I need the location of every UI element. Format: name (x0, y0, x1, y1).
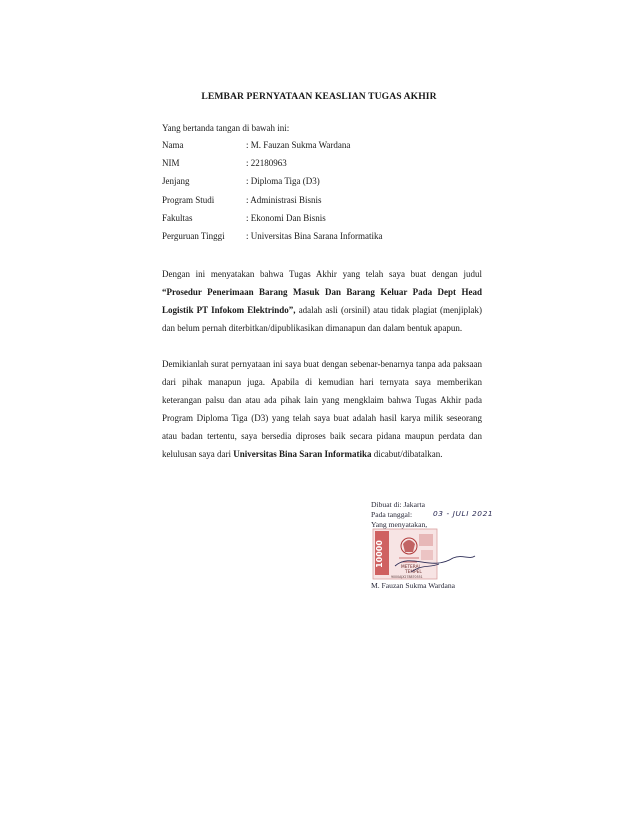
declaration-paragraph (162, 356, 482, 463)
signature-statement: Yang menyatakan, (371, 520, 428, 529)
revenue-stamp (371, 528, 491, 583)
svg-text:10000: 10000 (375, 540, 384, 568)
paragraph-text: Dengan ini menyatakan bahwa Tugas Akhir yang telah saya buat dengan judul (162, 269, 482, 279)
identity-label: Nama (162, 140, 184, 150)
identity-label: Fakultas (162, 212, 193, 223)
signer-name: M. Fauzan Sukma Wardana (371, 581, 456, 590)
identity-value: : Administrasi Bisnis (246, 194, 322, 205)
identity-value: : M. Fauzan Sukma Wardana (246, 140, 351, 150)
signature-place: Dibuat di: Jakarta (371, 500, 425, 509)
paragraph-text: adalah asli (orsinil) atau tidak plagiat (menjiplak) dan belum pernah diterbitkan/dipublikasikan dimanapun dan dalam bentuk apapun. (162, 304, 482, 333)
identity-label: Jenjang (162, 176, 190, 187)
document-title: LEMBAR PERNYATAAN KEASLIAN TUGAS AKHIR (201, 91, 437, 102)
stamp-graphic (371, 528, 491, 583)
signature-date-label: Pada tanggal: (371, 510, 413, 519)
university-name: Universitas Bina Saran Informatika (233, 448, 372, 459)
identity-value: : 22180963 (246, 158, 287, 169)
identity-label: NIM (162, 158, 180, 169)
intro-text: Yang bertanda tangan di bawah ini: (162, 123, 290, 133)
svg-text:METERAI: METERAI (401, 565, 420, 570)
signature-block (371, 500, 511, 595)
svg-text:TEMPEL: TEMPEL (405, 570, 422, 575)
identity-value: : Universitas Bina Sarana Informatika (246, 230, 383, 241)
paragraph-text: dicabut/dibatalkan. (371, 448, 443, 459)
svg-text:9000AJX278870551: 9000AJX278870551 (391, 575, 423, 579)
paragraph-text: Demikianlah surat pernyataan ini saya buat dengan sebenar-benarnya tanpa ada paksaan dari pihak manapun juga. Apabila di kemudian hari ternyata saya memberikan keterangan palsu dan atau ada pihak lain yang mengklaim bahwa Tugas Akhir pada Program Diploma Tiga (D3) yang telah saya buat adalah hasil karya milik seseorang atau badan tertentu, saya bersedia diproses baik secara pidana maupun perdata dan kelulusan saya dari (162, 359, 482, 459)
thesis-title: “Prosedur Penerimaan Barang Masuk Dan Barang Keluar Pada Dept Head Logistik PT Infokom Elektrindo”, (162, 286, 482, 315)
identity-value: : Diploma Tiga (D3) (246, 176, 320, 187)
handwritten-date: 03 - JULI 2021 (433, 509, 494, 518)
statement-paragraph (162, 266, 482, 338)
identity-label: Program Studi (162, 194, 215, 205)
identity-value: : Ekonomi Dan Bisnis (246, 212, 326, 223)
identity-label: Perguruan Tinggi (162, 230, 225, 241)
